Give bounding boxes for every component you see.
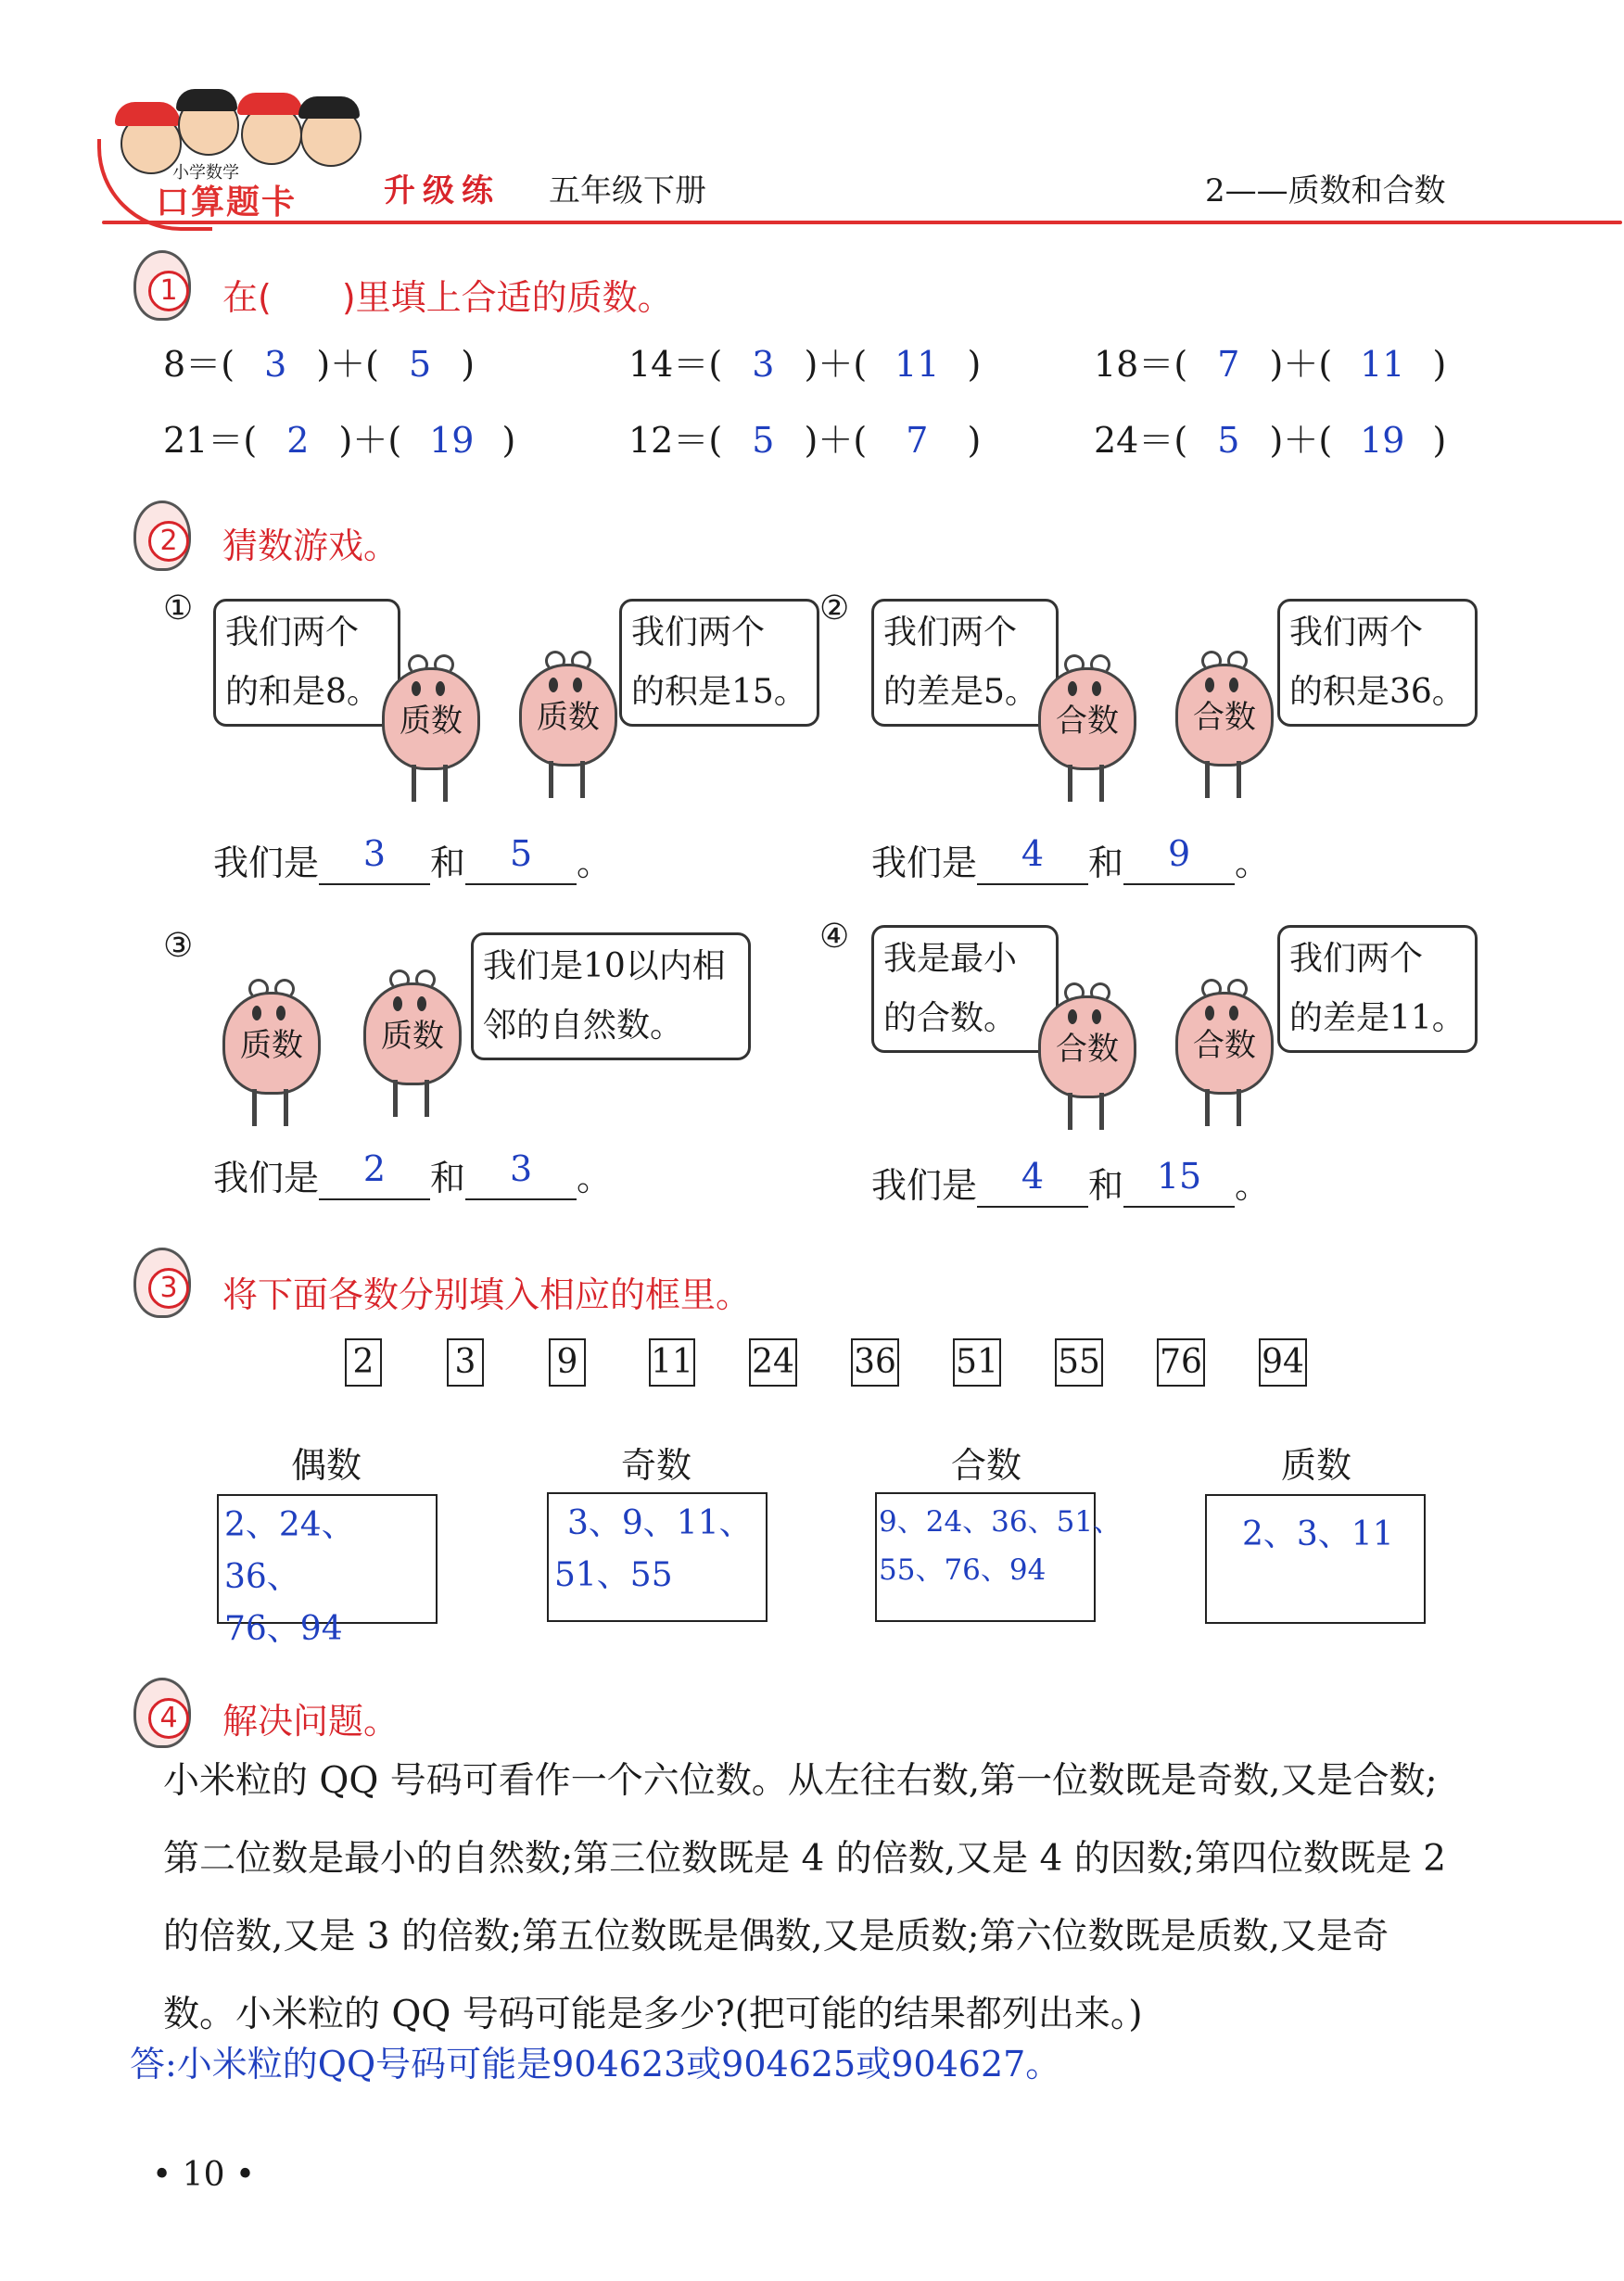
header: [0, 0, 1624, 232]
logo-kids-icon: [111, 85, 371, 187]
number-box: 94: [1259, 1338, 1307, 1387]
equation: 8＝( 3 )＋( 5 ): [163, 344, 476, 385]
section-1-icon: 1: [128, 250, 191, 326]
character: 合数: [1038, 630, 1131, 806]
number-box: 24: [749, 1338, 797, 1387]
answer-text: 答:小米粒的QQ号码可能是904623或904625或904627。: [130, 2044, 1061, 2085]
speech-bubble: 我们是10以内相 邻的自然数。: [471, 932, 751, 1060]
equation: 12＝( 5 )＋( 7 ): [628, 420, 982, 461]
number-box: 51: [953, 1338, 1001, 1387]
category-box-prime: 2、3、11: [1205, 1494, 1426, 1624]
answer-line: 我们是 3 和 5 。: [213, 833, 613, 883]
section-4-icon: 4: [128, 1678, 191, 1754]
chapter-title: 2——质数和合数: [1205, 172, 1446, 209]
problem-text: 小米粒的 QQ 号码可看作一个六位数。从左往右数,第一位数既是奇数,又是合数; 第二位数是最小的自然数;第三位数既是 4 的倍数,又是 4 的因数;第四位数既是 2 的倍数,又是 3 的倍数;第五位数既是偶数,又是质数;第六位数既是质数,又是奇 数。小米粒的 QQ 号码可能是多少?(把可能的结果都列出来。): [163, 1760, 1447, 2035]
speech-bubble: 我们两个 的差是5。: [871, 599, 1059, 727]
answer-line: 我们是 2 和 3 。: [213, 1148, 613, 1198]
category-title-odd: 奇数: [620, 1445, 691, 1486]
section-3-title: 将下面各数分别填入相应的框里。: [222, 1274, 752, 1315]
number-box: 36: [851, 1338, 899, 1387]
category-box-even: 2、24、36、 76、94: [217, 1494, 438, 1624]
number-box: 11: [649, 1338, 695, 1387]
logo-small-text: 小学数学: [172, 163, 239, 183]
speech-bubble: 我们两个 的积是36。: [1277, 599, 1478, 727]
section-4-title: 解决问题。: [222, 1701, 400, 1742]
answer-line: 我们是 4 和 15 。: [871, 1156, 1271, 1206]
category-box-composite: 9、24、36、51、 55、76、94: [875, 1492, 1096, 1622]
speech-bubble: 我们两个 的和是8。: [213, 599, 400, 727]
item-mark: ②: [819, 589, 850, 627]
series-title: 升级练: [384, 172, 501, 209]
category-title-composite: 合数: [950, 1445, 1021, 1486]
category-title-prime: 质数: [1280, 1445, 1351, 1486]
logo-main-text: 口算题卡: [156, 184, 298, 222]
number-box: 9: [549, 1338, 586, 1387]
character: 质数: [363, 945, 456, 1121]
section-3-icon: 3: [128, 1248, 191, 1324]
equation: 14＝( 3 )＋( 11 ): [628, 344, 982, 385]
number-box: 55: [1055, 1338, 1103, 1387]
section-2-title: 猜数游戏。: [222, 526, 400, 566]
character: 质数: [382, 630, 475, 806]
character: 合数: [1175, 955, 1268, 1131]
speech-bubble: 我是最小 的合数。: [871, 925, 1059, 1053]
equation: 24＝( 5 )＋( 19 ): [1094, 420, 1447, 461]
equation: 18＝( 7 )＋( 11 ): [1094, 344, 1447, 385]
grade-title: 五年级下册: [549, 172, 706, 209]
section-2-icon: 2: [128, 501, 191, 577]
character: 质数: [519, 627, 612, 803]
item-mark: ①: [163, 589, 194, 627]
equation: 21＝( 2 )＋( 19 ): [163, 420, 516, 461]
header-line: [102, 221, 1622, 224]
number-box: 76: [1157, 1338, 1205, 1387]
speech-bubble: 我们两个 的积是15。: [619, 599, 819, 727]
character: 合数: [1175, 627, 1268, 803]
number-box: 3: [447, 1338, 484, 1387]
item-mark: ④: [819, 918, 850, 956]
category-title-even: 偶数: [290, 1445, 362, 1486]
character: 质数: [222, 955, 315, 1131]
page-number: • 10 •: [152, 2156, 256, 2194]
number-box: 2: [345, 1338, 382, 1387]
character: 合数: [1038, 958, 1131, 1134]
section-1-title: 在( )里填上合适的质数。: [222, 277, 673, 318]
answer-line: 我们是 4 和 9 。: [871, 833, 1271, 883]
category-box-odd: 3、9、11、 51、55: [547, 1492, 768, 1622]
speech-bubble: 我们两个 的差是11。: [1277, 925, 1478, 1053]
item-mark: ③: [163, 927, 194, 965]
